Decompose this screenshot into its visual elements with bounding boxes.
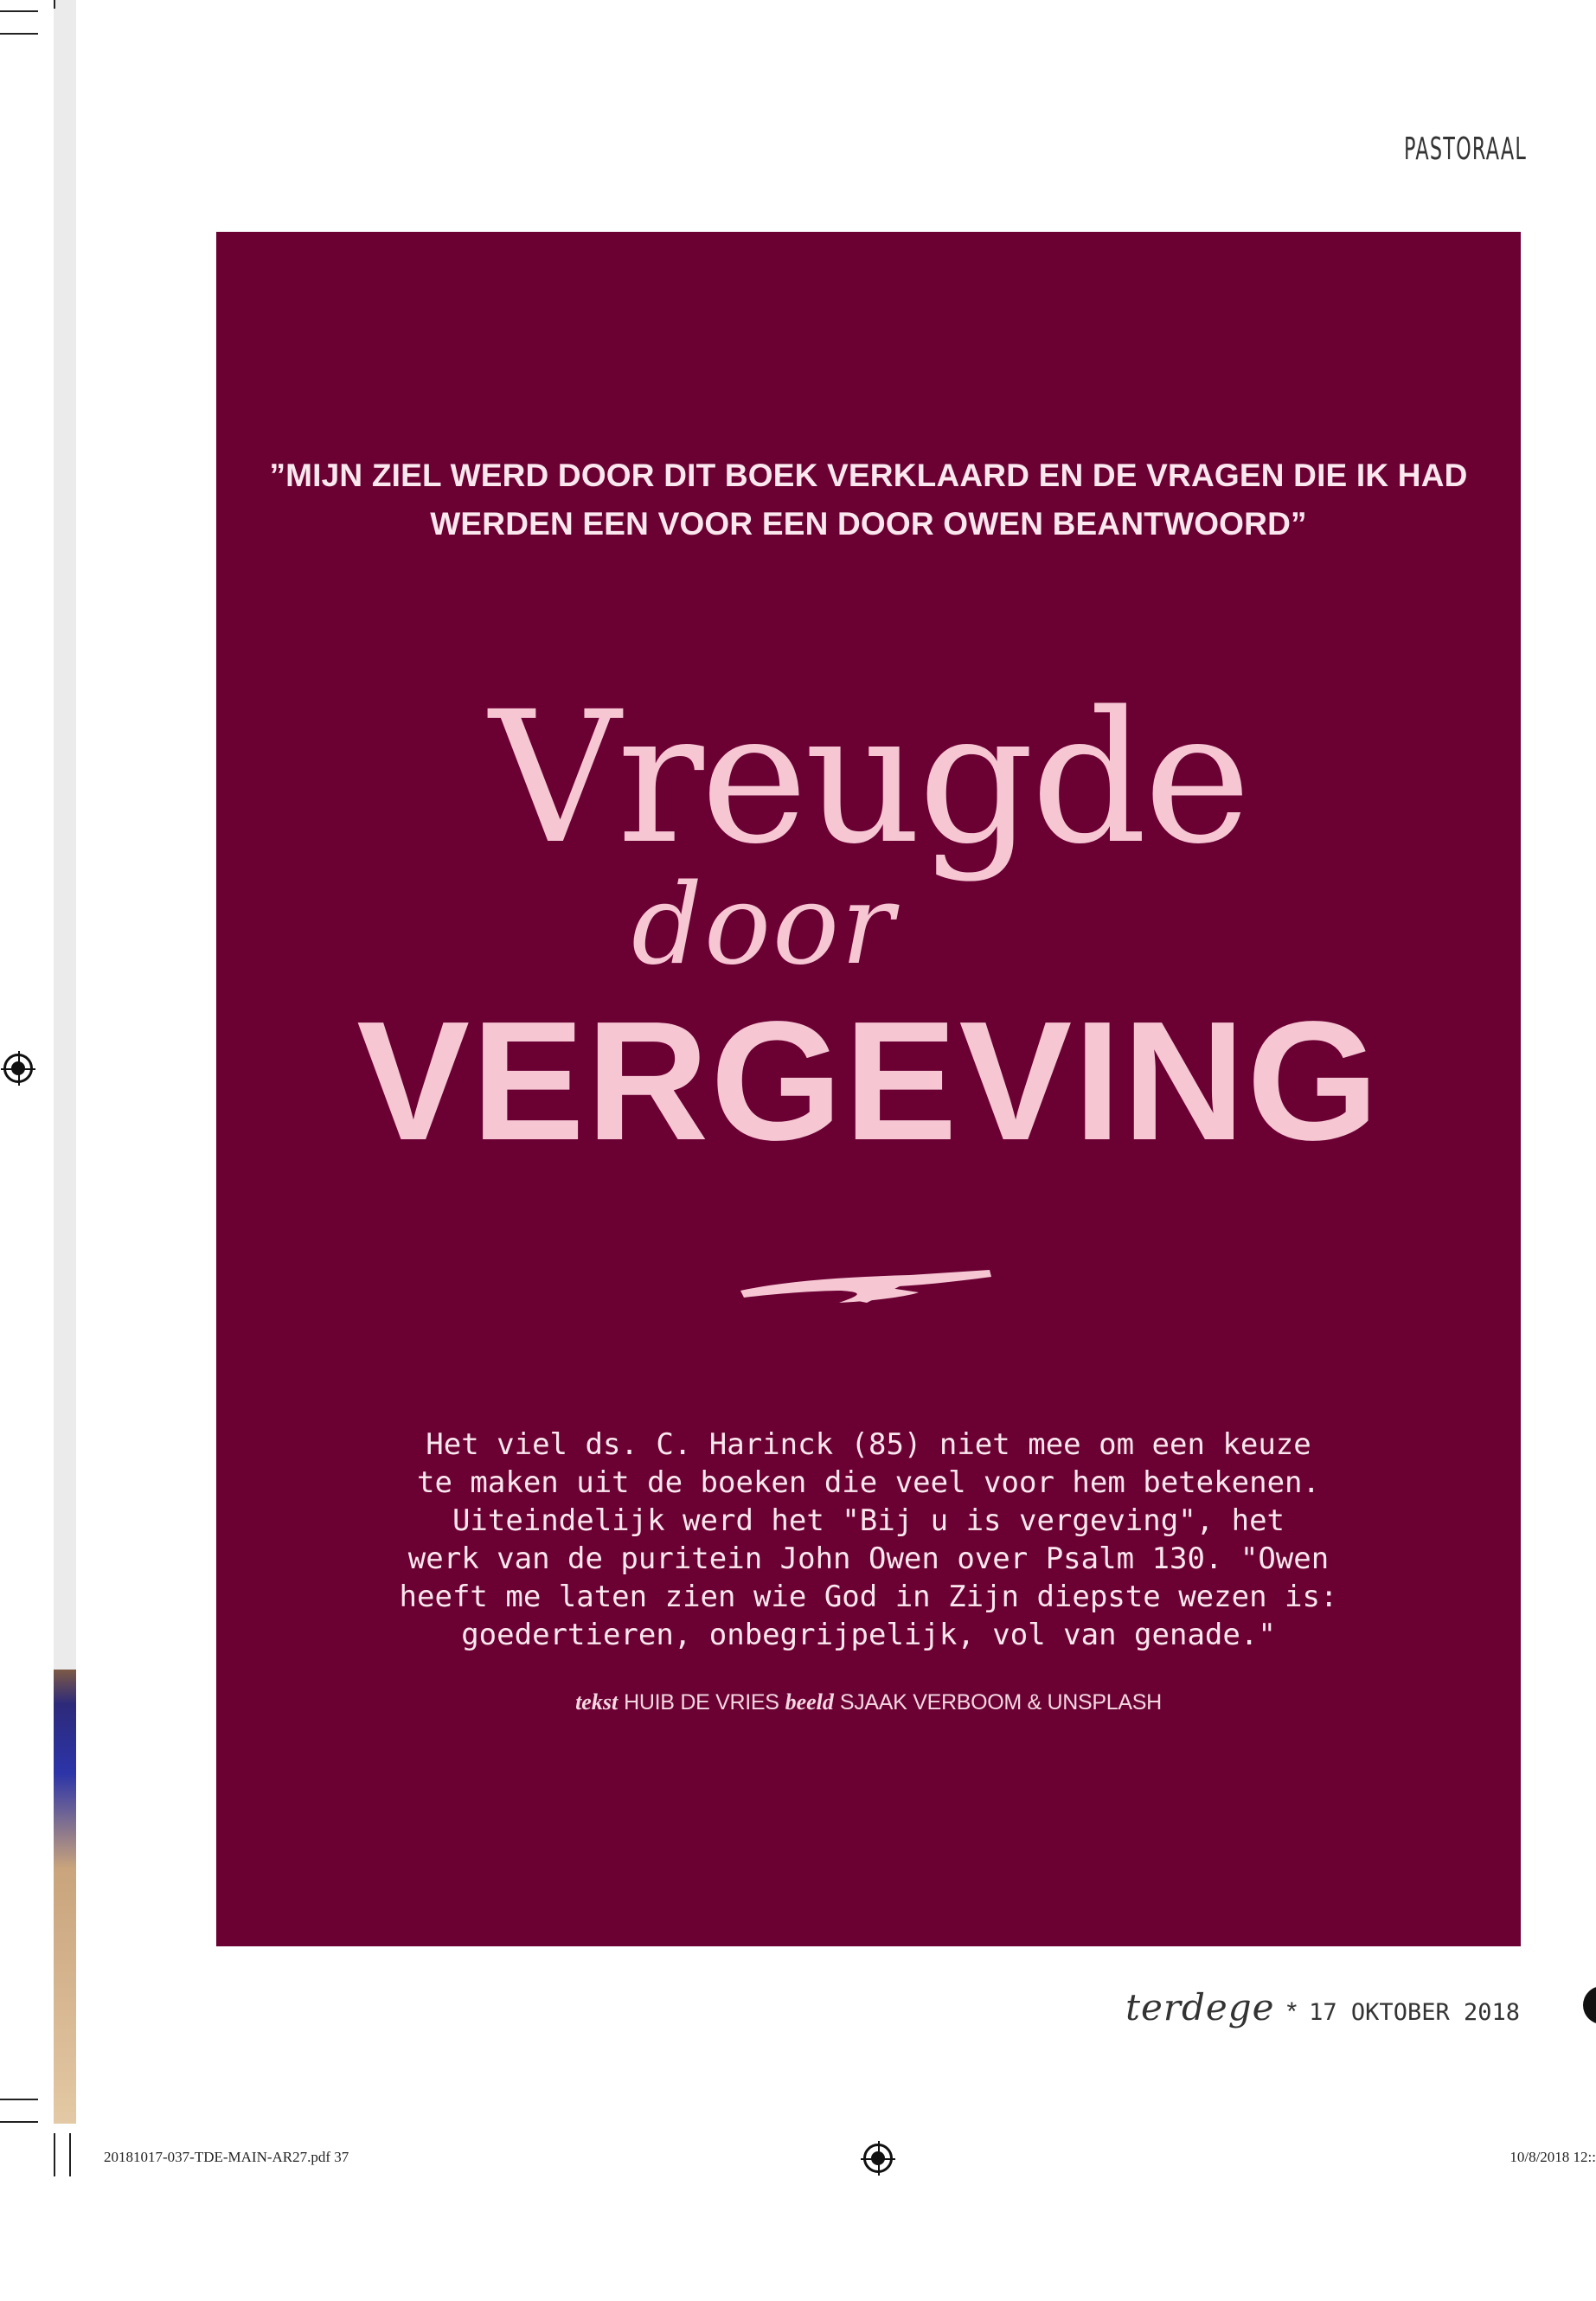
crop-mark xyxy=(54,0,55,9)
title-vreugde: Vreugde xyxy=(489,672,1248,884)
byline-photographers: SJAAK VERBOOM & UNSPLASH xyxy=(839,1690,1162,1715)
crop-mark xyxy=(69,2133,71,2176)
intro-line: Het viel ds. C. Harinck (85) niet mee om een keuze xyxy=(426,1427,1311,1462)
issue-date: 17 OKTOBER 2018 xyxy=(1309,1999,1520,2026)
page-footer xyxy=(1125,1986,1520,2029)
crop-mark xyxy=(0,2121,38,2123)
crop-mark xyxy=(54,2133,55,2176)
intro-line: goedertieren, onbegrijpelijk, vol van genade." xyxy=(461,1618,1276,1652)
byline-author: HUIB DE VRIES xyxy=(624,1690,779,1715)
section-label: PASTORAAL xyxy=(1403,131,1527,167)
crop-mark xyxy=(0,33,38,35)
crop-mark xyxy=(0,10,38,12)
pull-quote xyxy=(216,452,1521,548)
print-slug-filename: 20181017-037-TDE-MAIN-AR27.pdf 37 xyxy=(104,2149,349,2165)
magazine-brand: terdege xyxy=(1125,1986,1275,2029)
intro-paragraph xyxy=(216,1426,1521,1654)
registration-mark-icon xyxy=(3,1054,33,1083)
intro-line: werk van de puritein John Owen over Psalm 130. "Owen xyxy=(407,1541,1330,1576)
intro-line: te maken uit de boeken die veel voor hem betekenen. xyxy=(417,1465,1320,1500)
page-number-badge xyxy=(1583,1986,1596,2024)
pull-quote-line: WERDEN EEN VOOR EEN DOOR OWEN BEANTWOORD” xyxy=(430,506,1307,542)
pull-quote-line: ”MIJN ZIEL WERD DOOR DIT BOEK VERKLAARD EN DE VRAGEN DIE IK HAD xyxy=(269,458,1468,493)
footer-separator: * xyxy=(1286,1997,1298,2026)
registration-mark-icon xyxy=(863,2144,893,2173)
intro-line: heeft me laten zien wie God in Zijn diepste wezen is: xyxy=(399,1580,1338,1614)
adjacent-page-photo xyxy=(54,1670,76,2124)
brush-stroke-icon xyxy=(737,1253,997,1313)
title-vergeving: VERGEVING xyxy=(356,986,1381,1176)
intro-line: Uiteindelijk werd het "Bij u is vergeving", het xyxy=(452,1503,1285,1538)
print-slug-timestamp: 10/8/2018 12:: xyxy=(1509,2149,1596,2165)
byline xyxy=(216,1689,1521,1715)
title-door: door xyxy=(631,861,896,990)
byline-image-label: beeld xyxy=(785,1689,834,1715)
byline-text-label: tekst xyxy=(575,1689,619,1715)
crop-mark xyxy=(0,2099,38,2100)
